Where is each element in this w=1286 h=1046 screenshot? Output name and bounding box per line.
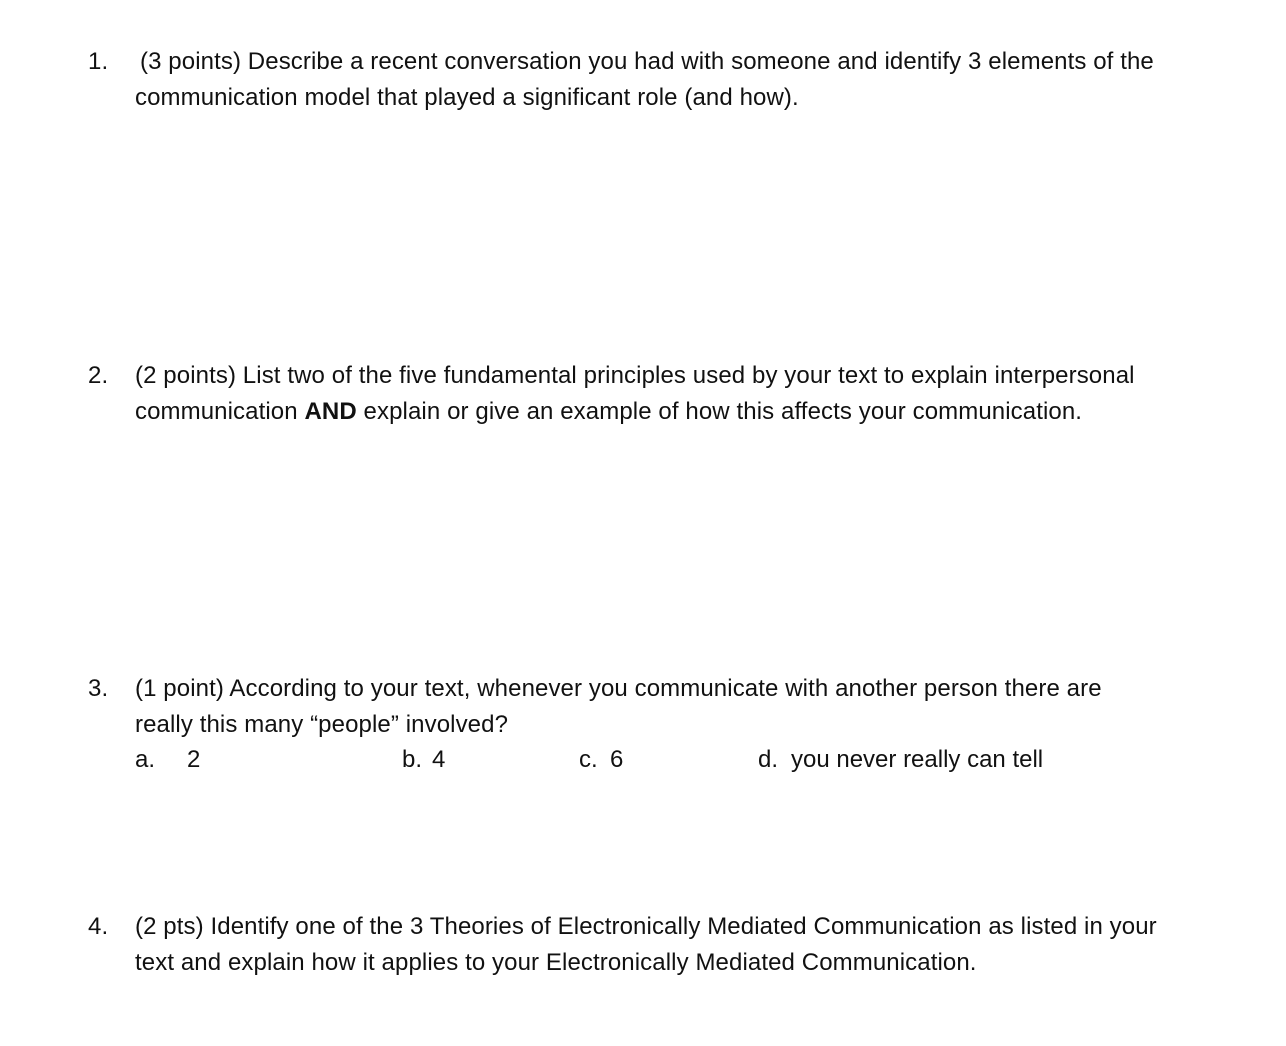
question-number: 2. [88, 362, 109, 389]
question-line: (2 pts) Identify one of the 3 Theories of Electronically Mediated Communication as listed in your [135, 913, 1157, 940]
option-a [135, 742, 200, 778]
question-line [135, 394, 1245, 430]
question-number: 1. [88, 48, 109, 75]
question-text-segment: explain or give an example of how this affects your communication. [356, 398, 1083, 425]
option-c [579, 742, 623, 778]
option-d [758, 742, 1043, 778]
question-text [135, 358, 1245, 430]
answer-options [0, 742, 1286, 782]
question-line: text and explain how it applies to your Electronically Mediated Communication. [135, 949, 977, 976]
question-text [135, 671, 1245, 743]
option-b [402, 742, 445, 778]
question-line: (2 points) List two of the five fundamental principles used by your text to explain interpersonal [135, 362, 1135, 389]
emphasis-text: AND [304, 398, 357, 425]
option-letter: a. [135, 746, 156, 773]
question-text [135, 44, 1250, 116]
question-number: 4. [88, 913, 109, 940]
option-value: 4 [432, 746, 446, 773]
option-letter: c. [579, 746, 598, 773]
question-line: (1 point) According to your text, whenever you communicate with another person there are [135, 675, 1102, 702]
option-letter: d. [758, 746, 779, 773]
option-letter: b. [402, 746, 423, 773]
question-line: (3 points) Describe a recent conversation you had with someone and identify 3 elements of the [140, 48, 1154, 75]
question-text [135, 909, 1245, 981]
question-number: 3. [88, 675, 109, 702]
question-line: communication model that played a significant role (and how). [135, 84, 799, 111]
option-value: 2 [187, 746, 201, 773]
question-text-segment: communication [135, 398, 305, 425]
option-value: 6 [610, 746, 624, 773]
option-value: you never really can tell [791, 746, 1044, 773]
question-line: really this many “people” involved? [135, 711, 509, 738]
